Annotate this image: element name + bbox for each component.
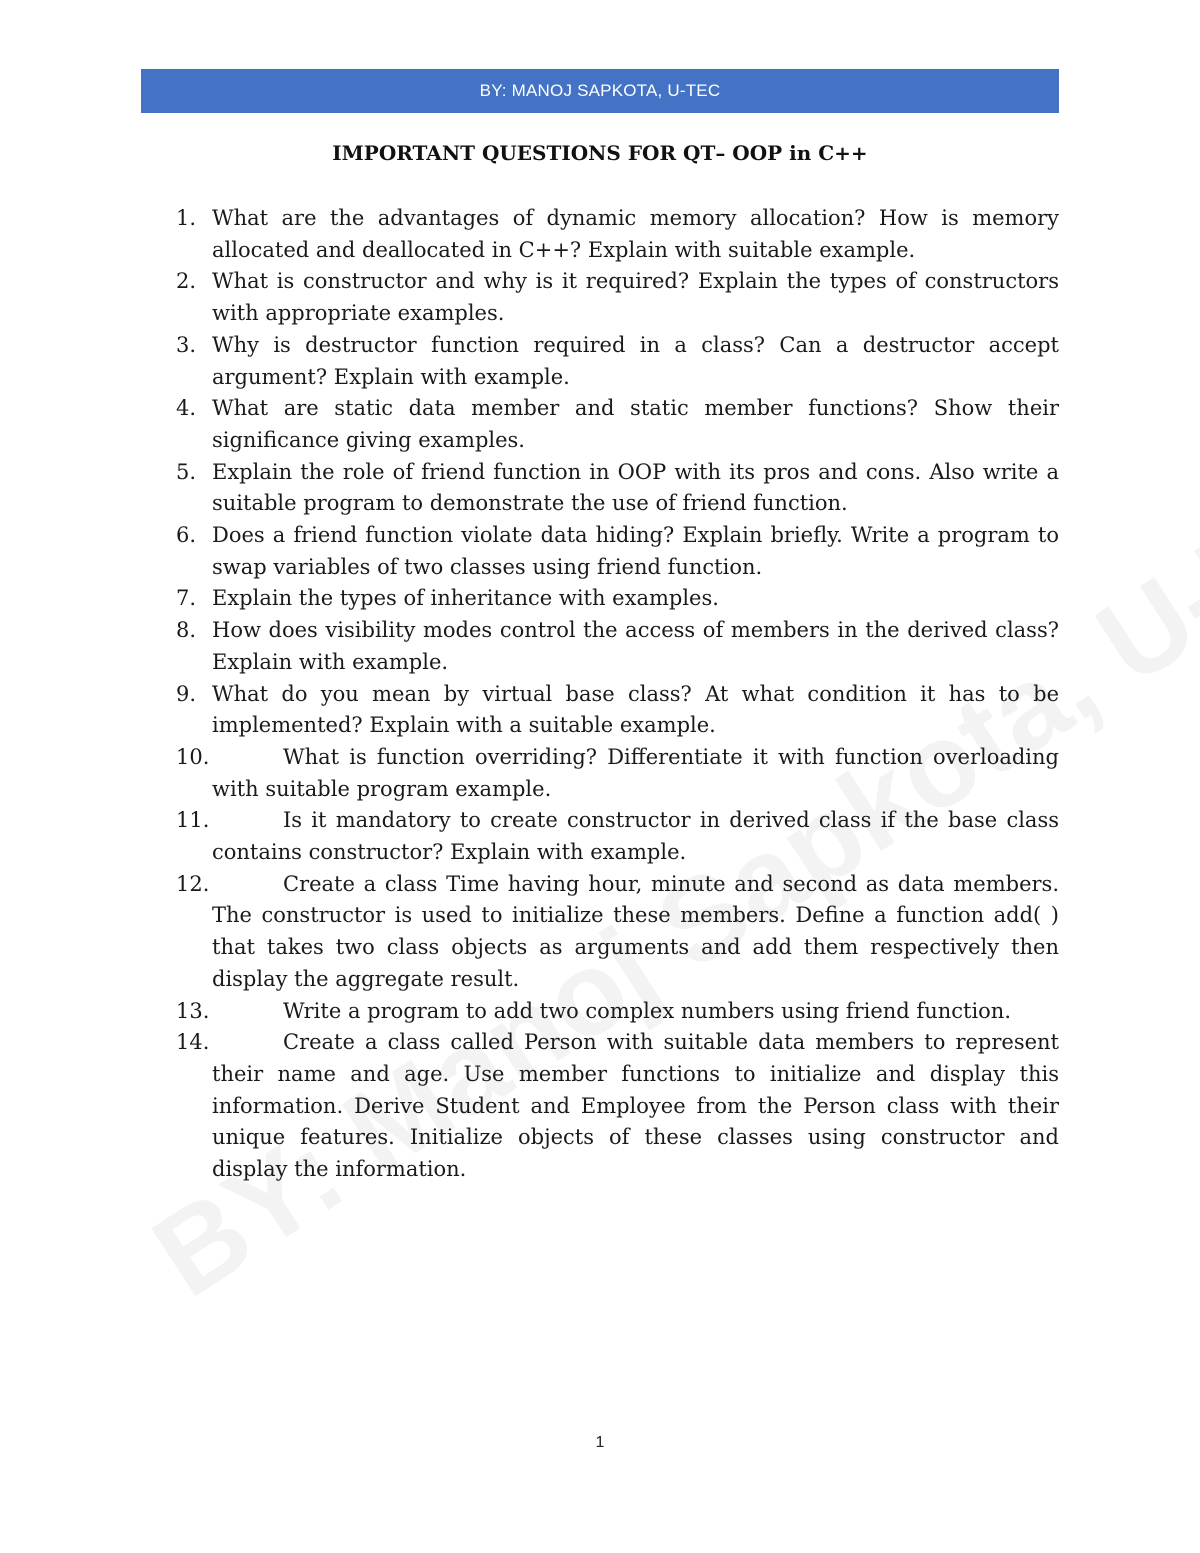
question-number: 6. xyxy=(176,523,197,548)
question-number: 11. xyxy=(176,808,210,833)
question-text: Create a class Time having hour, minute and second as data members. The constructor is used to initialize these members. Define a function add( ) that takes two class objects as arguments and add them respectively then display the aggregate result. xyxy=(212,871,1059,991)
list-item xyxy=(141,583,1059,615)
question-text: Write a program to add two complex numbers using friend function. xyxy=(283,998,1012,1023)
question-text: What is constructor and why is it required? Explain the types of constructors with appropriate examples. xyxy=(212,269,1059,326)
question-text: Is it mandatory to create constructor in derived class if the base class contains constructor? Explain with example. xyxy=(212,808,1059,865)
list-item xyxy=(141,203,1059,266)
list-item xyxy=(141,869,1059,996)
question-number: 13. xyxy=(176,998,210,1023)
question-text: What are the advantages of dynamic memory allocation? How is memory allocated and deallocated in C++? Explain with suitable example. xyxy=(212,206,1059,262)
question-text: Explain the types of inheritance with examples. xyxy=(212,586,719,611)
list-item xyxy=(141,266,1059,329)
question-number: 12. xyxy=(176,871,210,896)
list-item xyxy=(141,615,1059,678)
question-text: What do you mean by virtual base class? At what condition it has to be implemented? Explain with a suitable example. xyxy=(212,681,1059,738)
question-number: 2. xyxy=(176,269,197,294)
question-number: 14. xyxy=(176,1030,210,1055)
question-number: 7. xyxy=(176,586,197,611)
question-text: Why is destructor function required in a class? Can a destructor accept argument? Explain with example. xyxy=(212,332,1059,389)
page-title: IMPORTANT QUESTIONS FOR QT– OOP in C++ xyxy=(332,141,868,165)
question-text: How does visibility modes control the access of members in the derived class? Explain with example. xyxy=(212,618,1059,674)
question-text: Create a class called Person with suitable data members to represent their name and age. Use member functions to initialize and display this information. Derive Student and Employee from the Person class with their unique features. Initialize objects of these classes using constructor and display the information. xyxy=(212,1030,1059,1182)
list-item xyxy=(141,1027,1059,1186)
header-bar xyxy=(141,69,1059,113)
header-text: BY: MANOJ SAPKOTA, U-TEC xyxy=(479,81,721,100)
question-number: 1. xyxy=(176,206,197,230)
question-text: Explain the role of friend function in OOP with its pros and cons. Also write a suitable program to demonstrate the use of friend function. xyxy=(212,459,1059,516)
list-item xyxy=(141,679,1059,742)
page-number: 1 xyxy=(595,1434,605,1451)
list-item xyxy=(141,330,1059,393)
question-number: 10. xyxy=(176,744,210,769)
question-number: 4. xyxy=(176,396,197,421)
question-number: 5. xyxy=(176,459,197,484)
question-number: 9. xyxy=(176,681,197,706)
question-number: 8. xyxy=(176,618,197,643)
question-number: 3. xyxy=(176,332,197,357)
question-text: Does a friend function violate data hiding? Explain briefly. Write a program to swap variables of two classes using friend function. xyxy=(212,523,1059,579)
list-item xyxy=(141,520,1059,583)
question-list xyxy=(141,203,1059,1186)
list-item xyxy=(141,457,1059,520)
list-item xyxy=(141,805,1059,868)
list-item xyxy=(141,742,1059,805)
question-text: What is function overriding? Differentiate it with function overloading with suitable program example. xyxy=(212,744,1059,801)
question-text: What are static data member and static member functions? Show their significance giving examples. xyxy=(212,396,1059,452)
list-item xyxy=(141,393,1059,456)
list-item xyxy=(141,996,1059,1028)
